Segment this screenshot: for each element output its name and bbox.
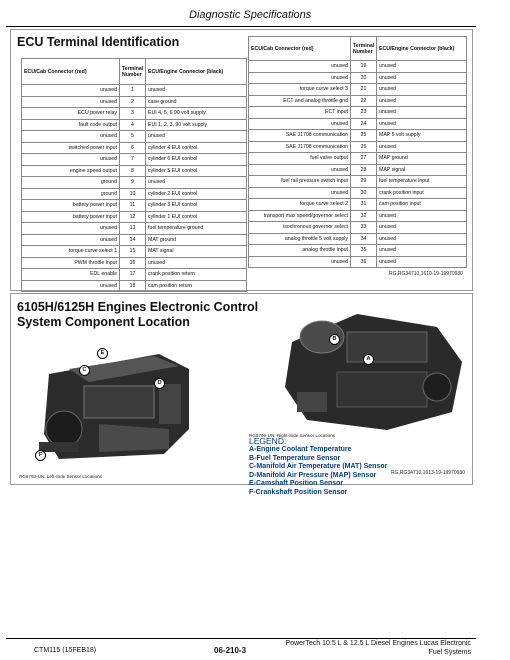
cab-cell: unused: [22, 280, 120, 292]
cab-cell: analog throttle 5 volt supply: [249, 233, 351, 245]
table-row: [22, 131, 247, 143]
cab-cell: unused: [22, 234, 120, 246]
legend-item: B-Fuel Temperature Sensor: [249, 454, 341, 462]
terminal-cell: 13: [120, 223, 146, 235]
table-row: [22, 223, 247, 235]
col-header-cab: ECU/Cab Connector (red): [22, 59, 120, 85]
terminal-cell: 4: [120, 119, 146, 131]
engine-cell: unused: [377, 210, 467, 222]
engine-cell: cam position input: [377, 199, 467, 211]
table-row: [22, 96, 247, 108]
right-side-engine-photo: [277, 302, 467, 432]
engine-cell: unused: [377, 118, 467, 130]
callout-b: B: [329, 334, 340, 345]
left-side-engine-photo: [29, 334, 194, 469]
table-row: [22, 257, 247, 269]
component-title-line2: System Component Location: [17, 315, 190, 329]
terminal-cell: 5: [120, 131, 146, 143]
engine-cell: unused: [377, 61, 467, 73]
cab-cell: transport max speed/governor select: [249, 210, 351, 222]
terminal-cell: 31: [351, 199, 377, 211]
engine-cell: cam position return: [146, 280, 247, 292]
table-row: [249, 153, 467, 165]
legend-item: D-Manifold Air Pressure (MAP) Sensor: [249, 471, 377, 479]
engine-cell: cylinder 6 EUI control: [146, 154, 247, 166]
terminal-cell: 10: [120, 188, 146, 200]
engine-cell: MAT ground: [146, 234, 247, 246]
ecu-section-title: ECU Terminal Identification: [17, 35, 180, 49]
engine-cell: unused: [377, 141, 467, 153]
cab-cell: torque curve select 1: [22, 246, 120, 258]
callout-e: E: [97, 348, 108, 359]
component-section-ref: RG,RG34710,1613-19-19970930: [391, 470, 465, 476]
table-row: [22, 142, 247, 154]
engine-cell: MAP signal: [377, 164, 467, 176]
terminal-cell: 27: [351, 153, 377, 165]
engine-cell: unused: [377, 107, 467, 119]
cab-cell: unused: [249, 164, 351, 176]
engine-cell: EUI 4, 5, 6 90 volt supply: [146, 108, 247, 120]
callout-f: F: [35, 450, 46, 461]
terminal-cell: 35: [351, 245, 377, 257]
cab-cell: analog throttle input: [249, 245, 351, 257]
cab-cell: unused: [22, 154, 120, 166]
table-row: [22, 154, 247, 166]
table-row: [249, 233, 467, 245]
terminal-cell: 17: [120, 269, 146, 281]
engine-cell: unused: [146, 131, 247, 143]
engine-cell: crank position input: [377, 187, 467, 199]
cab-cell: unused: [22, 223, 120, 235]
table-row: [22, 108, 247, 120]
cab-cell: fuel valve output: [249, 153, 351, 165]
terminal-cell: 15: [120, 246, 146, 258]
terminal-cell: 14: [120, 234, 146, 246]
terminal-cell: 18: [120, 280, 146, 292]
terminal-cell: 12: [120, 211, 146, 223]
engine-cell: cylinder 2 EUI control: [146, 188, 247, 200]
table-row: [22, 177, 247, 189]
cab-cell: SAE J1708 communication: [249, 130, 351, 142]
cab-cell: ECU power relay: [22, 108, 120, 120]
table-row: [249, 164, 467, 176]
col-header-cab: ECU/Cab Connector (red): [249, 37, 351, 61]
terminal-cell: 16: [120, 257, 146, 269]
table-row: [249, 61, 467, 73]
terminal-cell: 1: [120, 85, 146, 97]
cab-cell: switched power input: [22, 142, 120, 154]
terminal-cell: 8: [120, 165, 146, 177]
cab-cell: battery power input: [22, 200, 120, 212]
legend-item: E-Camshaft Position Sensor: [249, 480, 344, 487]
col-header-terminal: Terminal Number: [120, 59, 146, 85]
terminal-cell: 29: [351, 176, 377, 188]
cab-cell: fuel rail pressure switch input: [249, 176, 351, 188]
terminal-cell: 21: [351, 84, 377, 96]
terminal-cell: 34: [351, 233, 377, 245]
component-legend: [249, 437, 449, 497]
terminal-cell: 36: [351, 256, 377, 268]
engine-cell: cylinder 5 EUI control: [146, 165, 247, 177]
table-row: [249, 141, 467, 153]
engine-cell: cylinder 3 EUI control: [146, 200, 247, 212]
cab-cell: ECT and analog throttle gnd: [249, 95, 351, 107]
footer-doc-id: CTM115 (15FEB18): [34, 647, 97, 654]
cab-cell: ground: [22, 177, 120, 189]
table-row: [22, 246, 247, 258]
terminal-cell: 3: [120, 108, 146, 120]
callout-c: C: [79, 365, 90, 376]
table-row: [249, 199, 467, 211]
table-row: [22, 200, 247, 212]
terminal-cell: 6: [120, 142, 146, 154]
engine-cell: MAT signal: [146, 246, 247, 258]
legend-title: LEGEND:: [249, 436, 287, 446]
cab-cell: ground: [22, 188, 120, 200]
legend-item: C-Manifold Air Temperature (MAT) Sensor: [249, 463, 388, 470]
footer-title-line2: Fuel Systems: [428, 649, 471, 656]
footer-title-line1: PowerTech 10.5 L & 12.5 L Diesel Engines Lucas Electronic: [285, 640, 471, 647]
table-row: [249, 107, 467, 119]
engine-cell: fuel temperature input: [377, 176, 467, 188]
engine-cell: unused: [146, 257, 247, 269]
table-row: [249, 95, 467, 107]
ecu-section-ref: RG,RG34710,1610-19-19970930: [389, 271, 463, 277]
terminal-cell: 30: [351, 187, 377, 199]
engine-cell: cylinder 4 EUI control: [146, 142, 247, 154]
engine-cell: unused: [377, 222, 467, 234]
table-row: [249, 118, 467, 130]
terminal-cell: 9: [120, 177, 146, 189]
table-row: [249, 84, 467, 96]
page-header: [6, 0, 476, 27]
cab-cell: unused: [249, 61, 351, 73]
table-row: [249, 222, 467, 234]
table-row: [249, 130, 467, 142]
ecu-terminal-table-right: [248, 36, 467, 268]
table-row: [22, 119, 247, 131]
cab-cell: ECT input: [249, 107, 351, 119]
table-row: [22, 188, 247, 200]
table-row: [249, 176, 467, 188]
engine-cell: cylinder 1 EUI control: [146, 211, 247, 223]
table-row: [22, 211, 247, 223]
terminal-cell: 23: [351, 107, 377, 119]
footer-manual-title: [268, 639, 471, 657]
cab-cell: engine speed output: [22, 165, 120, 177]
table-row: [249, 210, 467, 222]
table-row: [249, 187, 467, 199]
terminal-cell: 22: [351, 95, 377, 107]
cab-cell: unused: [22, 85, 120, 97]
engine-cell: MAP ground: [377, 153, 467, 165]
table-row: [22, 280, 247, 292]
table-row: [22, 85, 247, 97]
engine-cell: unused: [146, 177, 247, 189]
engine-cell: crank position return: [146, 269, 247, 281]
engine-cell: unused: [146, 85, 247, 97]
ecu-terminal-table-left: [21, 58, 247, 292]
cab-cell: SAE J1708 communication: [249, 141, 351, 153]
terminal-cell: 33: [351, 222, 377, 234]
col-header-engine: ECU/Engine Connector (black): [146, 59, 247, 85]
footer-page-number: 06-210-3: [214, 646, 247, 655]
terminal-cell: 11: [120, 200, 146, 212]
cab-cell: isochronous governor select: [249, 222, 351, 234]
engine-cell: unused: [377, 95, 467, 107]
table-row: [249, 256, 467, 268]
engine-cell: EUI 1, 2, 3, 90 volt supply: [146, 119, 247, 131]
terminal-cell: 2: [120, 96, 146, 108]
col-header-terminal: Terminal Number: [351, 37, 377, 61]
table-row: [22, 269, 247, 281]
cab-cell: unused: [249, 256, 351, 268]
engine-cell: unused: [377, 256, 467, 268]
cab-cell: battery power input: [22, 211, 120, 223]
terminal-cell: 32: [351, 210, 377, 222]
component-title-line1: 6105H/6125H Engines Electronic Control: [17, 300, 259, 314]
right-photo-caption: RG8796-UN: Right-Side Sensor Locations: [249, 433, 336, 438]
cab-cell: unused: [249, 118, 351, 130]
ecu-terminal-section: [10, 29, 473, 291]
cab-cell: torque curve select 2: [249, 199, 351, 211]
terminal-cell: 24: [351, 118, 377, 130]
engine-cell: MAP 5 volt supply: [377, 130, 467, 142]
engine-right-illustration: [277, 302, 467, 432]
table-row: [249, 245, 467, 257]
component-location-section: [10, 293, 473, 496]
terminal-cell: 19: [351, 61, 377, 73]
cab-cell: unused: [22, 131, 120, 143]
callout-d: D: [154, 378, 165, 389]
cab-cell: unused: [249, 72, 351, 84]
engine-cell: unused: [377, 84, 467, 96]
cab-cell: fault code output: [22, 119, 120, 131]
terminal-cell: 28: [351, 164, 377, 176]
table-row: [22, 234, 247, 246]
engine-cell: unused: [377, 72, 467, 84]
component-section-title: [17, 300, 258, 330]
header-title: Diagnostic Specifications: [189, 9, 312, 21]
col-header-engine: ECU/Engine Connector (black): [377, 37, 467, 61]
cab-cell: unused: [249, 187, 351, 199]
engine-left-illustration: [29, 334, 194, 469]
engine-cell: fuel temperature ground: [146, 223, 247, 235]
terminal-cell: 25: [351, 130, 377, 142]
left-photo-caption: RG8793-UN: Left-Side Sensor Locations: [19, 474, 102, 479]
engine-cell: case ground: [146, 96, 247, 108]
engine-cell: unused: [377, 233, 467, 245]
cab-cell: unused: [22, 96, 120, 108]
table-row: [249, 72, 467, 84]
cab-cell: PWM throttle input: [22, 257, 120, 269]
table-row: [22, 165, 247, 177]
cab-cell: torque curve select 3: [249, 84, 351, 96]
terminal-cell: 26: [351, 141, 377, 153]
callout-a: A: [363, 354, 374, 365]
cab-cell: EDL enable: [22, 269, 120, 281]
legend-item: F-Crankshaft Position Sensor: [249, 488, 348, 496]
legend-item: A-Engine Coolant Temperature: [249, 446, 352, 453]
engine-cell: unused: [377, 245, 467, 257]
terminal-cell: 7: [120, 154, 146, 166]
terminal-cell: 20: [351, 72, 377, 84]
